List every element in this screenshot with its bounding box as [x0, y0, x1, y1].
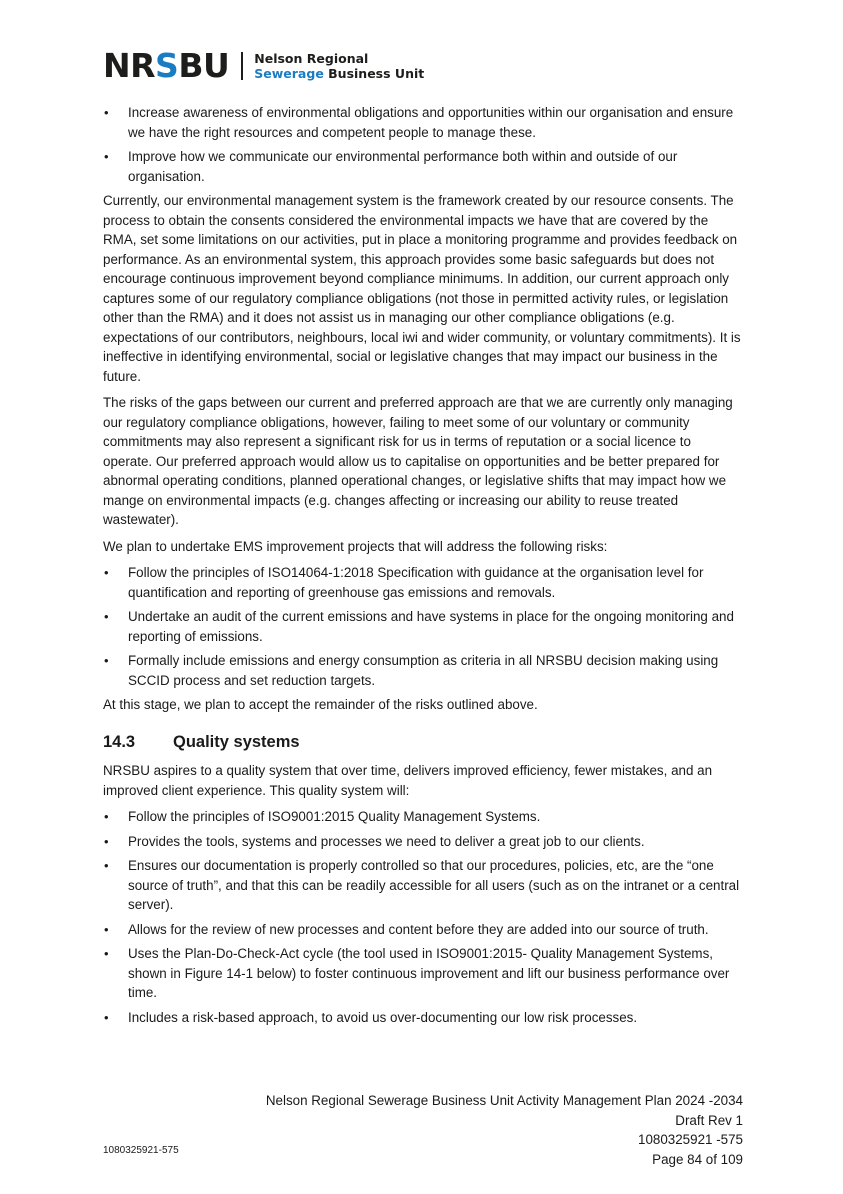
- nrsbu-logo: [103, 46, 425, 85]
- footer-revision: Draft Rev 1: [675, 1112, 743, 1128]
- footer-doc-id: 1080325921 -575: [638, 1132, 743, 1148]
- list-item: • Includes a risk-based approach, to avoid us over-documenting our low risk processes.: [103, 1008, 743, 1028]
- bullet-list-quality: [103, 807, 743, 1027]
- logo-wordmark: NRSBU: [103, 46, 230, 85]
- document-body: [103, 103, 743, 1032]
- footer-title: Nelson Regional Sewerage Business Unit Activity Management Plan 2024 -2034: [265, 1093, 743, 1108]
- paragraph-risks-gaps: The risks of the gaps between our current and preferred approach are that we are currently only managing our regulatory compliance obligations, however, failing to meet some of our voluntary or community commitments may also represent a significant risk for us in terms of reputation or a social licence to operate. Our preferred approach would allow us to capitalise on opportunities and be better prepared for abnormal operating conditions, planned operational changes, or legislative shifts that may impact how we mange on environmental impacts (e.g. changes affecting or increasing our ability to reuse treated wastewater).: [103, 395, 733, 527]
- list-item: • Provides the tools, systems and processes we need to deliver a great job to our clients.: [103, 832, 743, 852]
- bullet-list-environmental: [103, 103, 743, 186]
- list-item: • Ensures our documentation is properly controlled so that our procedures, policies, etc, are the “one source of truth”, and that this can be readily accessible for all users (such as on the intranet or a central server).: [103, 856, 743, 915]
- section-number: 14.3: [103, 732, 136, 751]
- list-item: • Uses the Plan-Do-Check-Act cycle (the tool used in ISO9001:2015- Quality Management Systems, shown in Figure 14-1 below) to foster continuous improvement and lift our business performance over time.: [103, 944, 743, 1003]
- list-item: • Follow the principles of ISO14064-1:2018 Specification with guidance at the organisation level for quantification and reporting of greenhouse gas emissions and removals.: [103, 563, 743, 602]
- section-title: Quality systems: [173, 732, 300, 751]
- logo-divider: [241, 52, 243, 80]
- logo-tagline: Nelson Regional Sewerage Business Unit: [254, 51, 425, 81]
- list-item: • Follow the principles of ISO9001:2015 Quality Management Systems.: [103, 807, 743, 827]
- paragraph-accept-risks: At this stage, we plan to accept the remainder of the risks outlined above.: [103, 697, 538, 712]
- footer-left-id: 1080325921-575: [103, 1145, 179, 1156]
- paragraph-current-ems: Currently, our environmental management system is the framework created by our resource consents. The process to obtain the consents considered the environmental impacts we have that are covered by the RMA, set some limitations on our activities, put in place a monitoring programme and provides feedback on performance. As an environmental system, this approach provides some basic safeguards but does not encourage continuous improvement beyond compliance minimums. In addition, our current approach only captures some of our regulatory compliance obligations (not those in permitted activity rules, or legislation other than the RMA) and it does not assist us in managing our other compliance obligations (e.g. expectations of our contributors, neighbours, local iwi and wider community, or voluntary commitments). It is ineffective in identifying environmental, social or legislative changes that may impact our business in the future.: [103, 193, 741, 384]
- footer-page-number: Page 84 of 109: [652, 1151, 743, 1167]
- list-item: • Increase awareness of environmental obligations and opportunities within our organisation and ensure we have the right resources and competent people to manage these.: [103, 103, 743, 142]
- list-item: • Allows for the review of new processes and content before they are added into our source of truth.: [103, 920, 743, 940]
- list-item: • Undertake an audit of the current emissions and have systems in place for the ongoing monitoring and reporting of emissions.: [103, 607, 743, 646]
- list-item: • Improve how we communicate our environmental performance both within and outside of our organisation.: [103, 147, 743, 186]
- section-heading-quality-systems: [103, 733, 743, 753]
- list-item: • Formally include emissions and energy consumption as criteria in all NRSBU decision making using SCCID process and set reduction targets.: [103, 651, 743, 690]
- bullet-list-ems-projects: [103, 563, 743, 690]
- page-footer: [266, 1091, 743, 1169]
- paragraph-quality-intro: NRSBU aspires to a quality system that over time, delivers improved efficiency, fewer mistakes, and an improved client experience. This quality system will:: [103, 763, 713, 798]
- paragraph-ems-projects: We plan to undertake EMS improvement projects that will address the following risks:: [103, 538, 608, 554]
